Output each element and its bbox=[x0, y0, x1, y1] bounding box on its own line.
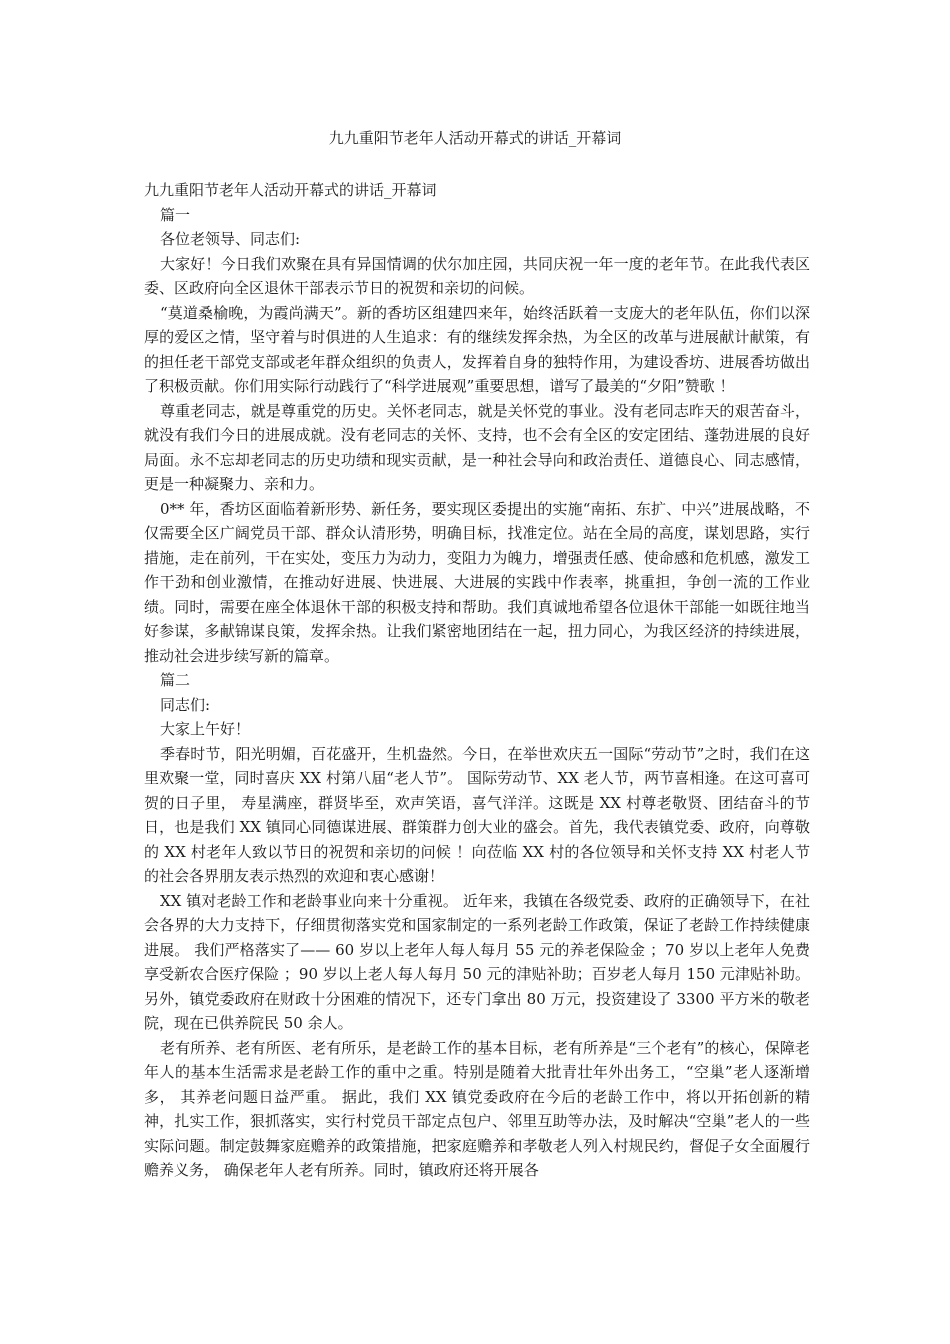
section-label-2: 篇二 bbox=[160, 671, 191, 689]
salutation-2: 同志们: bbox=[160, 695, 211, 714]
paragraph: 尊重老同志，就是尊重党的历史。关怀老同志，就是关怀党的事业。没有老同志昨天的艰苦奋斗，就没有我们今日的进展成就。没有老同志的关怀、支持，也不会有全区的安定团结、蓬勃进展的良好局面。永不忘却老同志的历史功绩和现实贡献，是一种社会导向和政治责任、道德良心、同志感情，更是一种凝聚力、亲和力。 bbox=[144, 401, 810, 493]
paragraph: XX 镇对老龄工作和老龄事业向来十分重视。 近年来，我镇在各级党委、政府的正确领导下，在社会各界的大力支持下，仔细贯彻落实党和国家制定的一系列老龄工作政策，保证了老龄工作持续健康进展。 我们严格落实了—— 60 岁以上老年人每人每月 55 元的养老保险金 ；70 岁以上老年人免费享受新农合医疗保险 ；90 岁以上老人每人每月 50 元的津贴补助；百岁老人每月 150 元津贴补助。另外，镇党委政府在财政十分困难的情况下，还专门拿出 80 万元，投资建设了 3300 平方米的敬老院，现在已供养院民 50 余人。 bbox=[144, 891, 810, 1032]
salutation-1: 各位老领导、同志们: bbox=[160, 230, 301, 248]
paragraph: 季春时节，阳光明媚，百花盛开，生机盎然。今日，在举世欢庆五一国际“劳动节”之时，我们在这里欢聚一堂，同时喜庆 XX 村第八届“老人节”。 国际劳动节、XX 老人节，两节喜相逢。在这可喜可贺的日子里， 寿星满座，群贤毕至，欢声笑语，喜气洋洋。这既是 XX 村尊老敬贤、团结奋斗的节日，也是我们 XX 镇同心同德谋进展、群策群力创大业的盛会。首先，我代表镇党委、政府，向尊敬的 XX 村老年人致以节日的祝贺和亲切的问候 ！向莅临 XX 村的各位领导和关怀支持 XX 村老人节的社会各界朋友表示热烈的欢迎和衷心感谢！ bbox=[144, 744, 810, 885]
document-title: 九九重阳节老年人活动开幕式的讲话_开幕词 bbox=[328, 129, 622, 147]
section-label-1: 篇一 bbox=[160, 205, 191, 224]
paragraph: 大家好！今日我们欢聚在具有异国情调的伏尔加庄园，共同庆祝一年一度的老年节。在此我代表区委、区政府向全区退休干部表示节日的祝贺和亲切的问候。 bbox=[144, 254, 810, 297]
paragraph: 老有所养、老有所医、老有所乐，是老龄工作的基本目标，老有所养是“三个老有”的核心，保障老年人的基本生活需求是老龄工作的重中之重。特别是随着大批青壮年外出务工，“空巢”老人逐渐增多， 其养老问题日益严重。 据此，我们 XX 镇党委政府在今后的老龄工作中，将以开拓创新的精神，扎实工作，狠抓落实，实行村党员干部定点包户、邻里互助等办法，及时解决“空巢”老人的一些实际问题。制定鼓舞家庭赡养的政策措施，把家庭赡养和孝敬老人列入村规民约，督促子女全面履行赡养义务， 确保老年人老有所养。同时，镇政府还将开展各 bbox=[144, 1038, 810, 1179]
paragraph: 0** 年，香坊区面临着新形势、新任务，要实现区委提出的实施“南拓、东扩、中兴”进展战略，不仅需要全区广阔党员干部、群众认清形势，明确目标，找准定位。站在全局的高度，谋划思路，实行措施，走在前列，干在实处，变压力为动力，变阻力为魄力，增强责任感、使命感和危机感，激发工作干劲和创业激情，在推动好进展、快进展、大进展的实践中作表率，挑重担，争创一流的工作业绩。同时，需要在座全体退休干部的积极支持和帮助。我们真诚地希望各位退休干部能一如既往地当好参谋，多献锦谋良策，发挥余热。让我们紧密地团结在一起，扭力同心，为我区经济的持续进展，推动社会进步续写新的篇章。 bbox=[144, 499, 810, 665]
greeting: 大家上午好！ bbox=[160, 720, 251, 738]
document-body bbox=[144, 178, 810, 1183]
paragraph: “莫道桑榆晚，为霞尚满天”。新的香坊区组建四来年，始终活跃着一支庞大的老年队伍，你们以深厚的爱区之情，坚守着与时俱进的人生追求：有的继续发挥余热，为全区的改革与进展献计献策，有的担任老干部党支部或老年群众组织的负责人，发挥着自身的独特作用，为建设香坊、进展香坊做出了积极贡献。你们用实际行动践行了“科学进展观”重要思想，谱写了最美的“夕阳”赞歌 ！ bbox=[144, 303, 810, 395]
body-heading: 九九重阳节老年人活动开幕式的讲话_开幕词 bbox=[144, 181, 437, 199]
